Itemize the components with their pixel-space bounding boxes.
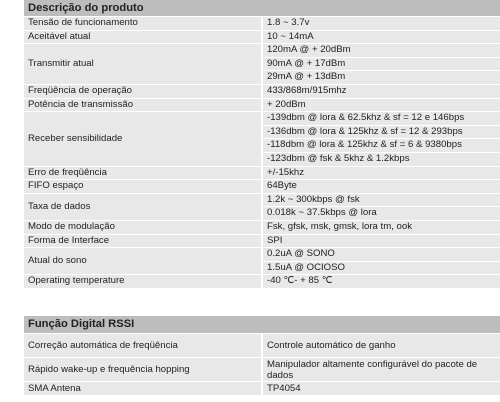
spec-value: 120mA @ + 20dBm	[262, 44, 500, 58]
spec-label: Aceitável atual	[24, 30, 262, 44]
spec-value: 433/868m/915mhz	[262, 84, 500, 98]
spec-value: -118dbm @ lora & 125khz & sf = 6 & 9380bps	[262, 139, 500, 153]
spec-row	[24, 193, 500, 207]
rssi-row	[24, 382, 500, 396]
product-description-table	[24, 0, 500, 289]
product-description-title: Descrição do produto	[24, 0, 500, 17]
rssi-row-value: TP4054	[262, 382, 500, 396]
spec-label: Forma de Interface	[24, 234, 262, 248]
spec-value: -40 ℃- + 85 ℃	[262, 275, 500, 289]
spec-value: -123dbm @ fsk & 5khz & 1.2kbps	[262, 152, 500, 166]
spec-row	[24, 98, 500, 112]
spec-value: -139dbm @ lora & 62.5khz & sf = 12 e 146bps	[262, 112, 500, 126]
spec-value: 0.2uA @ SONO	[262, 248, 500, 262]
spec-value: 29mA @ + 13dBm	[262, 71, 500, 85]
spec-row	[24, 84, 500, 98]
spec-label: FIFO espaço	[24, 180, 262, 194]
spec-label: Freqüência de operação	[24, 84, 262, 98]
spec-value: 90mA @ + 17dBm	[262, 57, 500, 71]
rssi-row-label: SMA Antena	[24, 382, 262, 396]
spec-row	[24, 17, 500, 31]
rssi-header-row	[24, 316, 500, 334]
spec-value: 0.018k ~ 37.5kbps @ lora	[262, 207, 500, 221]
spec-label: Operating temperature	[24, 275, 262, 289]
spec-label: Atual do sono	[24, 248, 262, 275]
spec-row	[24, 30, 500, 44]
spec-value: 10 ~ 14mA	[262, 30, 500, 44]
spec-row	[24, 166, 500, 180]
spec-row	[24, 220, 500, 234]
rssi-row-value: Manipulador altamente configurável do pacote de dados	[262, 358, 500, 382]
rssi-row	[24, 358, 500, 382]
spec-row	[24, 248, 500, 262]
spec-value: + 20dBm	[262, 98, 500, 112]
product-description-header-row	[24, 0, 500, 17]
spec-value: +/-15khz	[262, 166, 500, 180]
spec-label: Receber sensibilidade	[24, 112, 262, 166]
spec-label: Potência de transmissão	[24, 98, 262, 112]
spec-label: Taxa de dados	[24, 193, 262, 220]
spec-label: Modo de modulação	[24, 220, 262, 234]
spec-label: Tensão de funcionamento	[24, 17, 262, 31]
spec-row	[24, 275, 500, 289]
spec-label: Erro de freqüência	[24, 166, 262, 180]
spec-value: -136dbm @ lora & 125khz & sf = 12 & 293bps	[262, 125, 500, 139]
spec-row	[24, 44, 500, 58]
rssi-row-label: Rápido wake-up e frequência hopping	[24, 358, 262, 382]
rssi-row-label: Correção automática de freqüência	[24, 334, 262, 358]
spec-value: 1.2k ~ 300kbps @ fsk	[262, 193, 500, 207]
spec-value: 1.8 ~ 3.7v	[262, 17, 500, 31]
spec-row	[24, 234, 500, 248]
spec-row	[24, 180, 500, 194]
spec-value: Fsk, gfsk, msk, gmsk, lora tm, ook	[262, 220, 500, 234]
spec-row	[24, 112, 500, 126]
rssi-row	[24, 334, 500, 358]
spec-label: Transmitir atual	[24, 44, 262, 85]
rssi-row-value: Controle automático de ganho	[262, 334, 500, 358]
rssi-title: Função Digital RSSI	[24, 316, 500, 334]
rssi-function-body	[24, 316, 500, 396]
spec-value: 64Byte	[262, 180, 500, 194]
product-description-body	[24, 0, 500, 288]
spec-value: SPI	[262, 234, 500, 248]
spec-value: 1.5uA @ OCIOSO	[262, 261, 500, 275]
rssi-function-table	[24, 316, 500, 396]
